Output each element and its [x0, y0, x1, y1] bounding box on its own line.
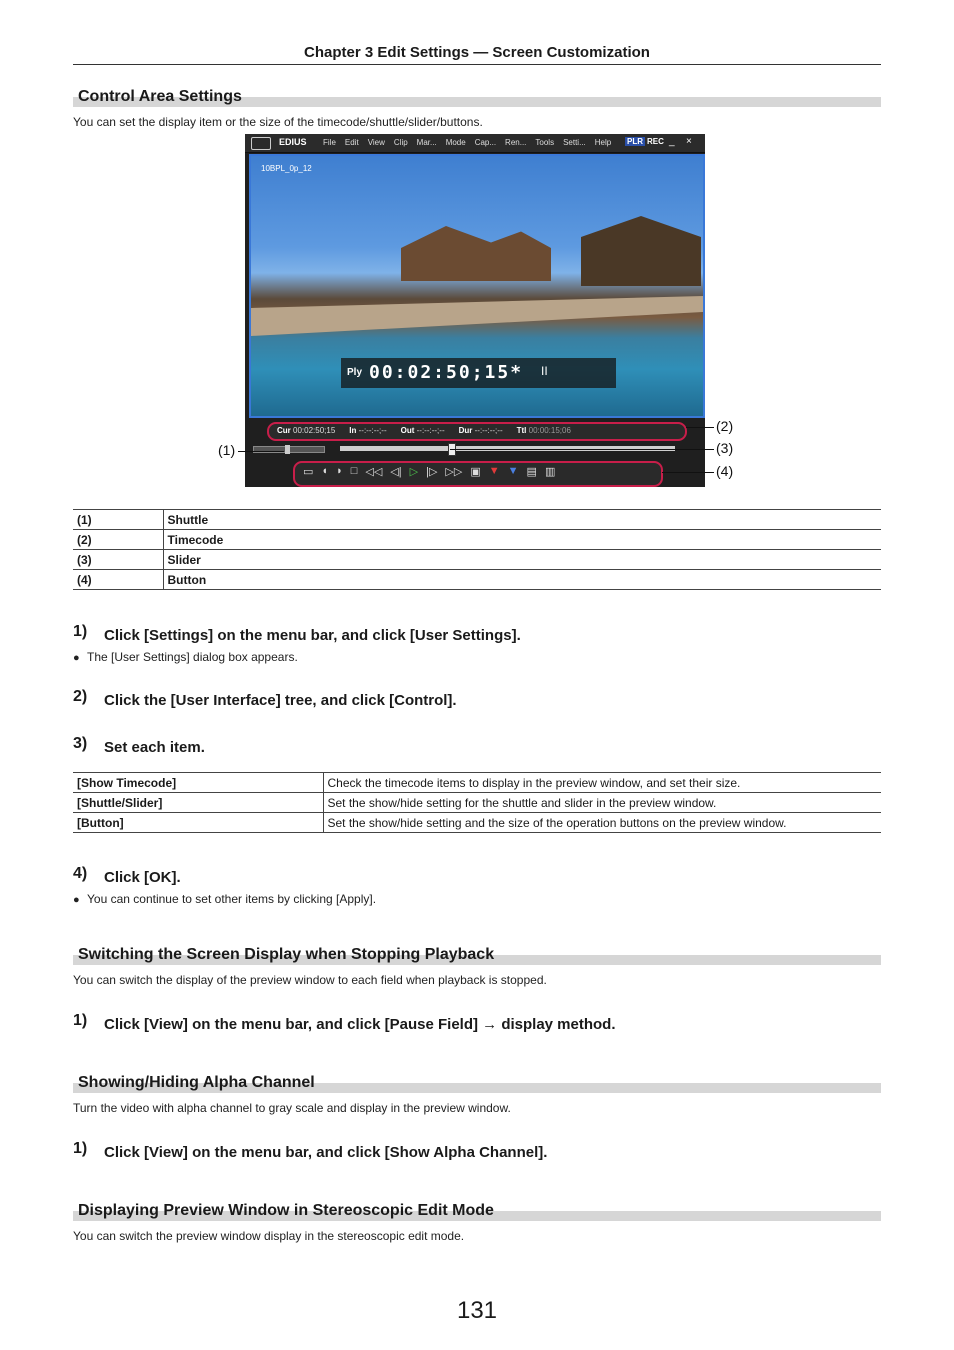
- video-preview: [249, 154, 705, 418]
- callout-3: (3): [716, 440, 734, 456]
- insert-icon[interactable]: ▼: [488, 465, 500, 477]
- loop-icon[interactable]: ▣: [470, 466, 481, 478]
- menu-tools[interactable]: Tools: [535, 138, 555, 147]
- more-options-icon[interactable]: ▥: [544, 466, 556, 478]
- close-button[interactable]: ×: [686, 136, 692, 147]
- callout-4: (4): [716, 463, 734, 479]
- menu-edit[interactable]: Edit: [344, 138, 359, 147]
- step-1: 1) Click [Settings] on the menu bar, and click [User Settings].: [73, 623, 521, 644]
- tc-cur: Cur 00:02:50;15: [277, 426, 336, 435]
- fast-forward-icon[interactable]: ▷▷: [445, 466, 463, 478]
- callout-2: (2): [716, 418, 734, 434]
- video-pool-deck: [251, 296, 703, 336]
- table-row: [Button] Set the show/hide setting and the size of the operation buttons on the preview window.: [73, 813, 881, 833]
- chapter-header: Chapter 3 Edit Settings — Screen Customization: [73, 44, 881, 65]
- switching-step-1: 1) Click [View] on the menu bar, and click [Pause Field] → display method.: [73, 1012, 616, 1033]
- export-icon[interactable]: ▤: [526, 466, 537, 478]
- menu-marker[interactable]: Mar...: [416, 138, 437, 147]
- section-title-alpha: Showing/Hiding Alpha Channel: [73, 1069, 881, 1093]
- step-4: 4) Click [OK].: [73, 865, 181, 886]
- stop-icon[interactable]: □: [350, 465, 358, 477]
- step-1-note: ● The [User Settings] dialog box appears.: [73, 650, 298, 664]
- control-intro-text: You can set the display item or the size of the timecode/shuttle/slider/buttons.: [73, 115, 483, 129]
- timecode-overlay: [341, 358, 616, 388]
- step-4-note: ● You can continue to set other items by clicking [Apply].: [73, 892, 377, 906]
- callout-1: (1): [218, 442, 236, 458]
- menu-settings[interactable]: Setti...: [563, 138, 586, 147]
- table-row: [Show Timecode] Check the timecode items to display in the preview window, and set their size.: [73, 773, 881, 793]
- menu-bar: [323, 138, 611, 147]
- clip-name: 10BPL_0p_12: [261, 164, 312, 173]
- plr-toggle[interactable]: PLR: [627, 137, 643, 146]
- play-icon[interactable]: ▷: [409, 466, 419, 478]
- tc-in: In --:--:--;--: [349, 426, 387, 435]
- section-title-text: Control Area Settings: [78, 88, 242, 105]
- preview-window-screenshot: [245, 134, 705, 487]
- rewind-icon[interactable]: ◁◁: [365, 466, 383, 478]
- page-number: 131: [456, 1297, 498, 1324]
- display-mode-icon[interactable]: ▭: [303, 466, 314, 478]
- menu-view[interactable]: View: [367, 138, 385, 147]
- app-logo-icon: [251, 137, 271, 150]
- step-2: 2) Click the [User Interface] tree, and click [Control].: [73, 688, 457, 709]
- alpha-step-1: 1) Click [View] on the menu bar, and click [Show Alpha Channel].: [73, 1140, 548, 1161]
- menu-file[interactable]: File: [323, 138, 336, 147]
- section-title-stereo: Displaying Preview Window in Stereoscopic Edit Mode: [73, 1197, 881, 1221]
- minimize-button[interactable]: _: [669, 136, 675, 147]
- section-title-control-area: [73, 83, 881, 107]
- pause-icon: II: [541, 364, 548, 378]
- alpha-intro-text: Turn the video with alpha channel to gray scale and display in the preview window.: [73, 1101, 511, 1115]
- table-row: (2) Timecode: [73, 530, 881, 550]
- switching-intro-text: You can switch the display of the preview window to each field when playback is stopped.: [73, 973, 547, 987]
- step-3: 3) Set each item.: [73, 735, 205, 756]
- operation-buttons-bar: [293, 461, 663, 487]
- section-title-switching: Switching the Screen Display when Stopping Playback: [73, 941, 881, 965]
- set-out-icon[interactable]: ◗: [336, 465, 343, 477]
- table-row: (4) Button: [73, 570, 881, 590]
- video-building-right: [581, 216, 701, 286]
- preview-titlebar: [245, 134, 705, 153]
- overwrite-icon[interactable]: ▼: [507, 465, 519, 477]
- tc-ttl: Ttl 00:00:15;06: [516, 426, 571, 435]
- step-back-icon[interactable]: ◁|: [390, 466, 402, 478]
- set-in-icon[interactable]: ◖: [321, 465, 329, 477]
- step-forward-icon[interactable]: |▷: [426, 466, 438, 478]
- rec-toggle[interactable]: REC: [647, 137, 664, 146]
- table-row: (3) Slider: [73, 550, 881, 570]
- menu-clip[interactable]: Clip: [393, 138, 408, 147]
- table-row: [Shuttle/Slider] Set the show/hide setting for the shuttle and slider in the preview window.: [73, 793, 881, 813]
- tc-out: Out --:--:--;--: [400, 426, 445, 435]
- video-building: [401, 226, 551, 281]
- stereo-intro-text: You can switch the preview window display in the stereoscopic edit mode.: [73, 1229, 465, 1243]
- table-row: (1) Shuttle: [73, 510, 881, 530]
- settings-table: [73, 772, 881, 833]
- tc-dur: Dur --:--:--;--: [458, 426, 503, 435]
- shuttle-knob[interactable]: [285, 445, 290, 454]
- menu-help[interactable]: Help: [594, 138, 612, 147]
- legend-table: [73, 509, 881, 590]
- menu-mode[interactable]: Mode: [445, 138, 466, 147]
- play-status-label: Ply: [347, 367, 363, 378]
- overlay-timecode: 00:02:50;15*: [369, 362, 524, 383]
- timecode-bar: [267, 422, 687, 441]
- menu-render[interactable]: Ren...: [505, 138, 527, 147]
- menu-capture[interactable]: Cap...: [474, 138, 497, 147]
- app-name: EDIUS: [279, 137, 307, 147]
